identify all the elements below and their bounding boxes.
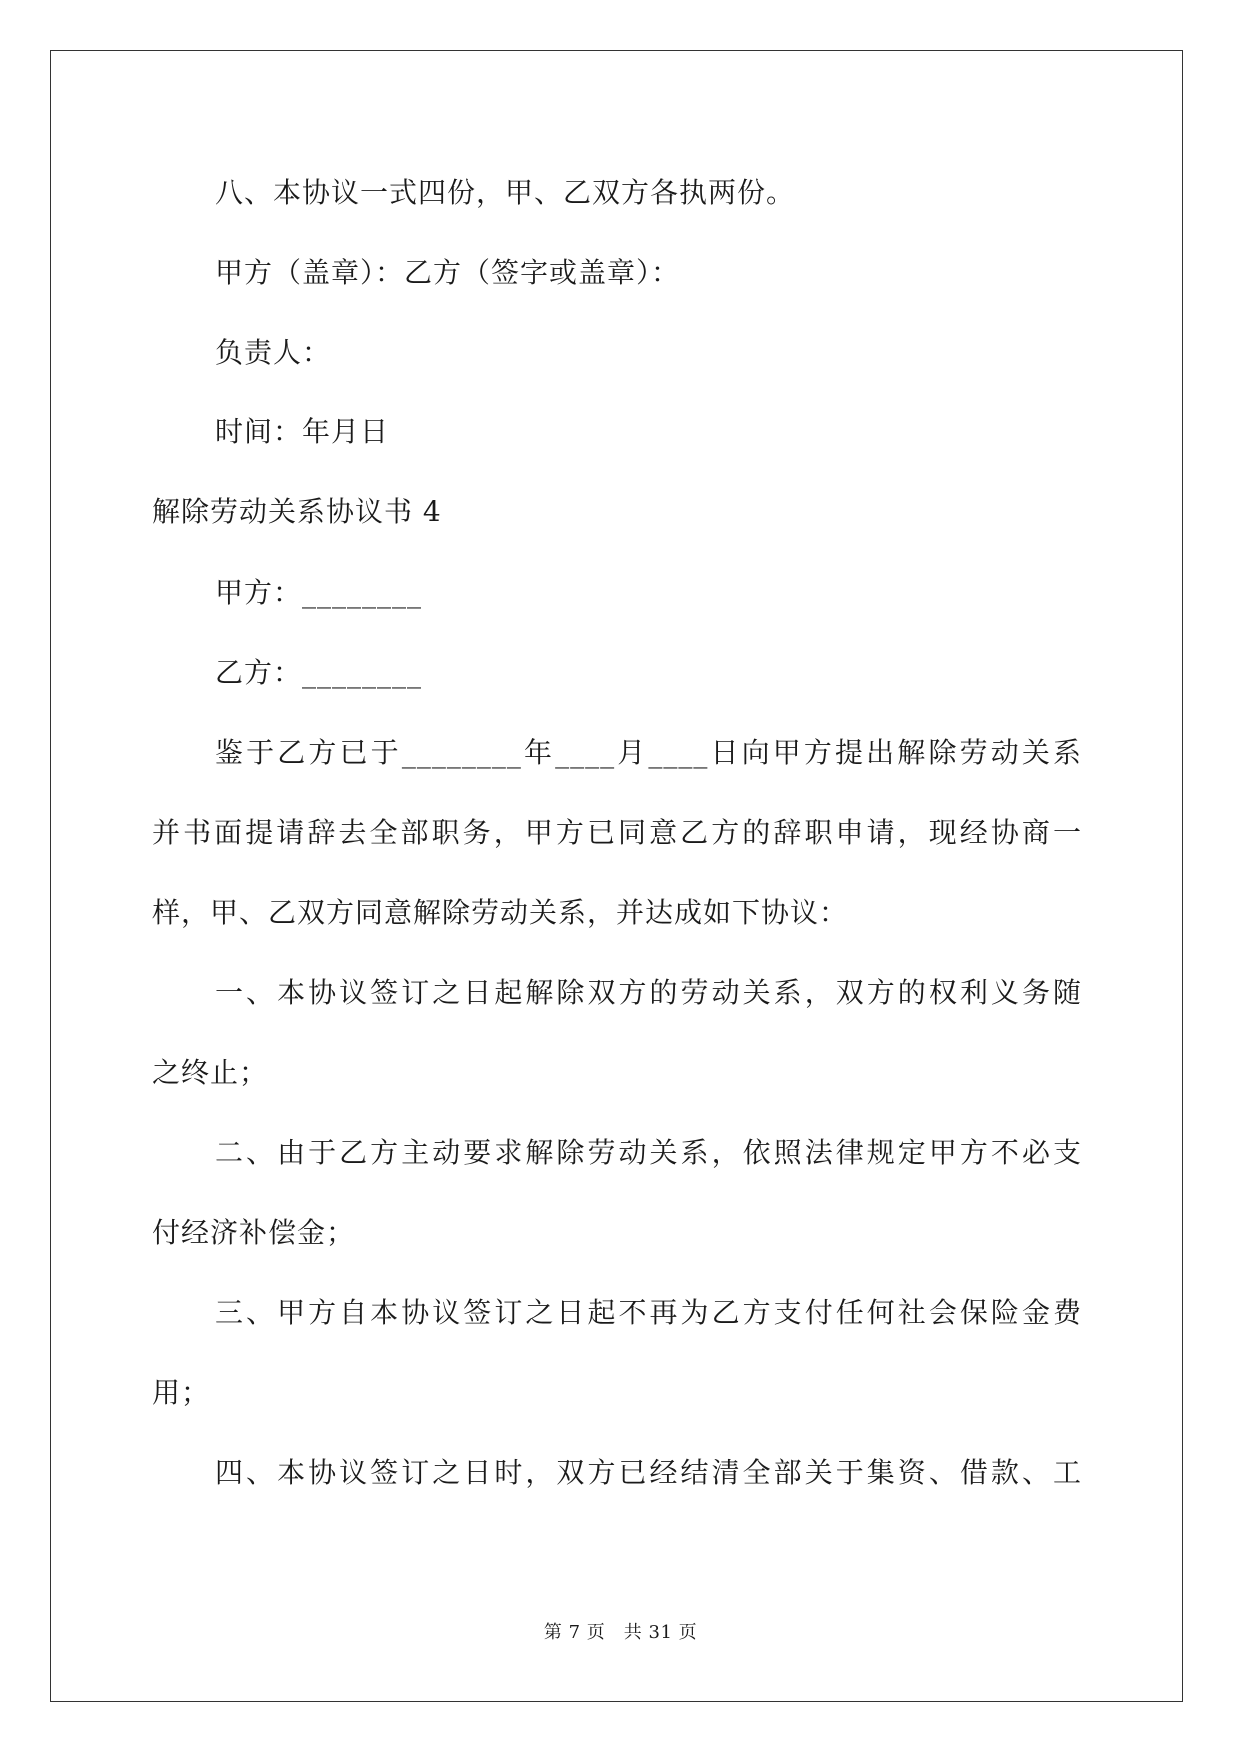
clause-4-line-1: 四、本协议签订之日时，双方已经结清全部关于集资、借款、工 <box>215 1456 1082 1489</box>
party-b-line: 乙方：________ <box>215 656 423 689</box>
signature-line-responsible: 负责人： <box>215 336 332 369</box>
signature-line-date: 时间：年月日 <box>215 415 390 448</box>
signature-line-parties: 甲方（盖章）：乙方（签字或盖章）： <box>215 256 681 289</box>
clause-3-line-1: 三、甲方自本协议签订之日起不再为乙方支付任何社会保险金费 <box>215 1296 1082 1329</box>
page-footer: 第 7 页 共 31 页 <box>543 1622 698 1643</box>
clause-3-line-2: 用； <box>152 1376 211 1409</box>
preamble-line-1: 鉴于乙方已于________年____月____日向甲方提出解除劳动关系 <box>215 736 1082 769</box>
clause-1-line-1: 一、本协议签订之日起解除双方的劳动关系，双方的权利义务随 <box>215 976 1082 1009</box>
section-heading: 解除劳动关系协议书 4 <box>152 495 442 528</box>
preamble-line-2: 并书面提请辞去全部职务，甲方已同意乙方的辞职申请，现经协商一 <box>152 816 1082 849</box>
clause-1-line-2: 之终止； <box>152 1056 269 1089</box>
party-a-line: 甲方：________ <box>215 576 423 609</box>
preamble-line-3: 样，甲、乙双方同意解除劳动关系，并达成如下协议： <box>152 896 849 929</box>
clause-8: 八、本协议一式四份，甲、乙双方各执两份。 <box>215 176 796 209</box>
clause-2-line-2: 付经济补偿金； <box>152 1216 356 1249</box>
clause-2-line-1: 二、由于乙方主动要求解除劳动关系，依照法律规定甲方不必支 <box>215 1136 1082 1169</box>
